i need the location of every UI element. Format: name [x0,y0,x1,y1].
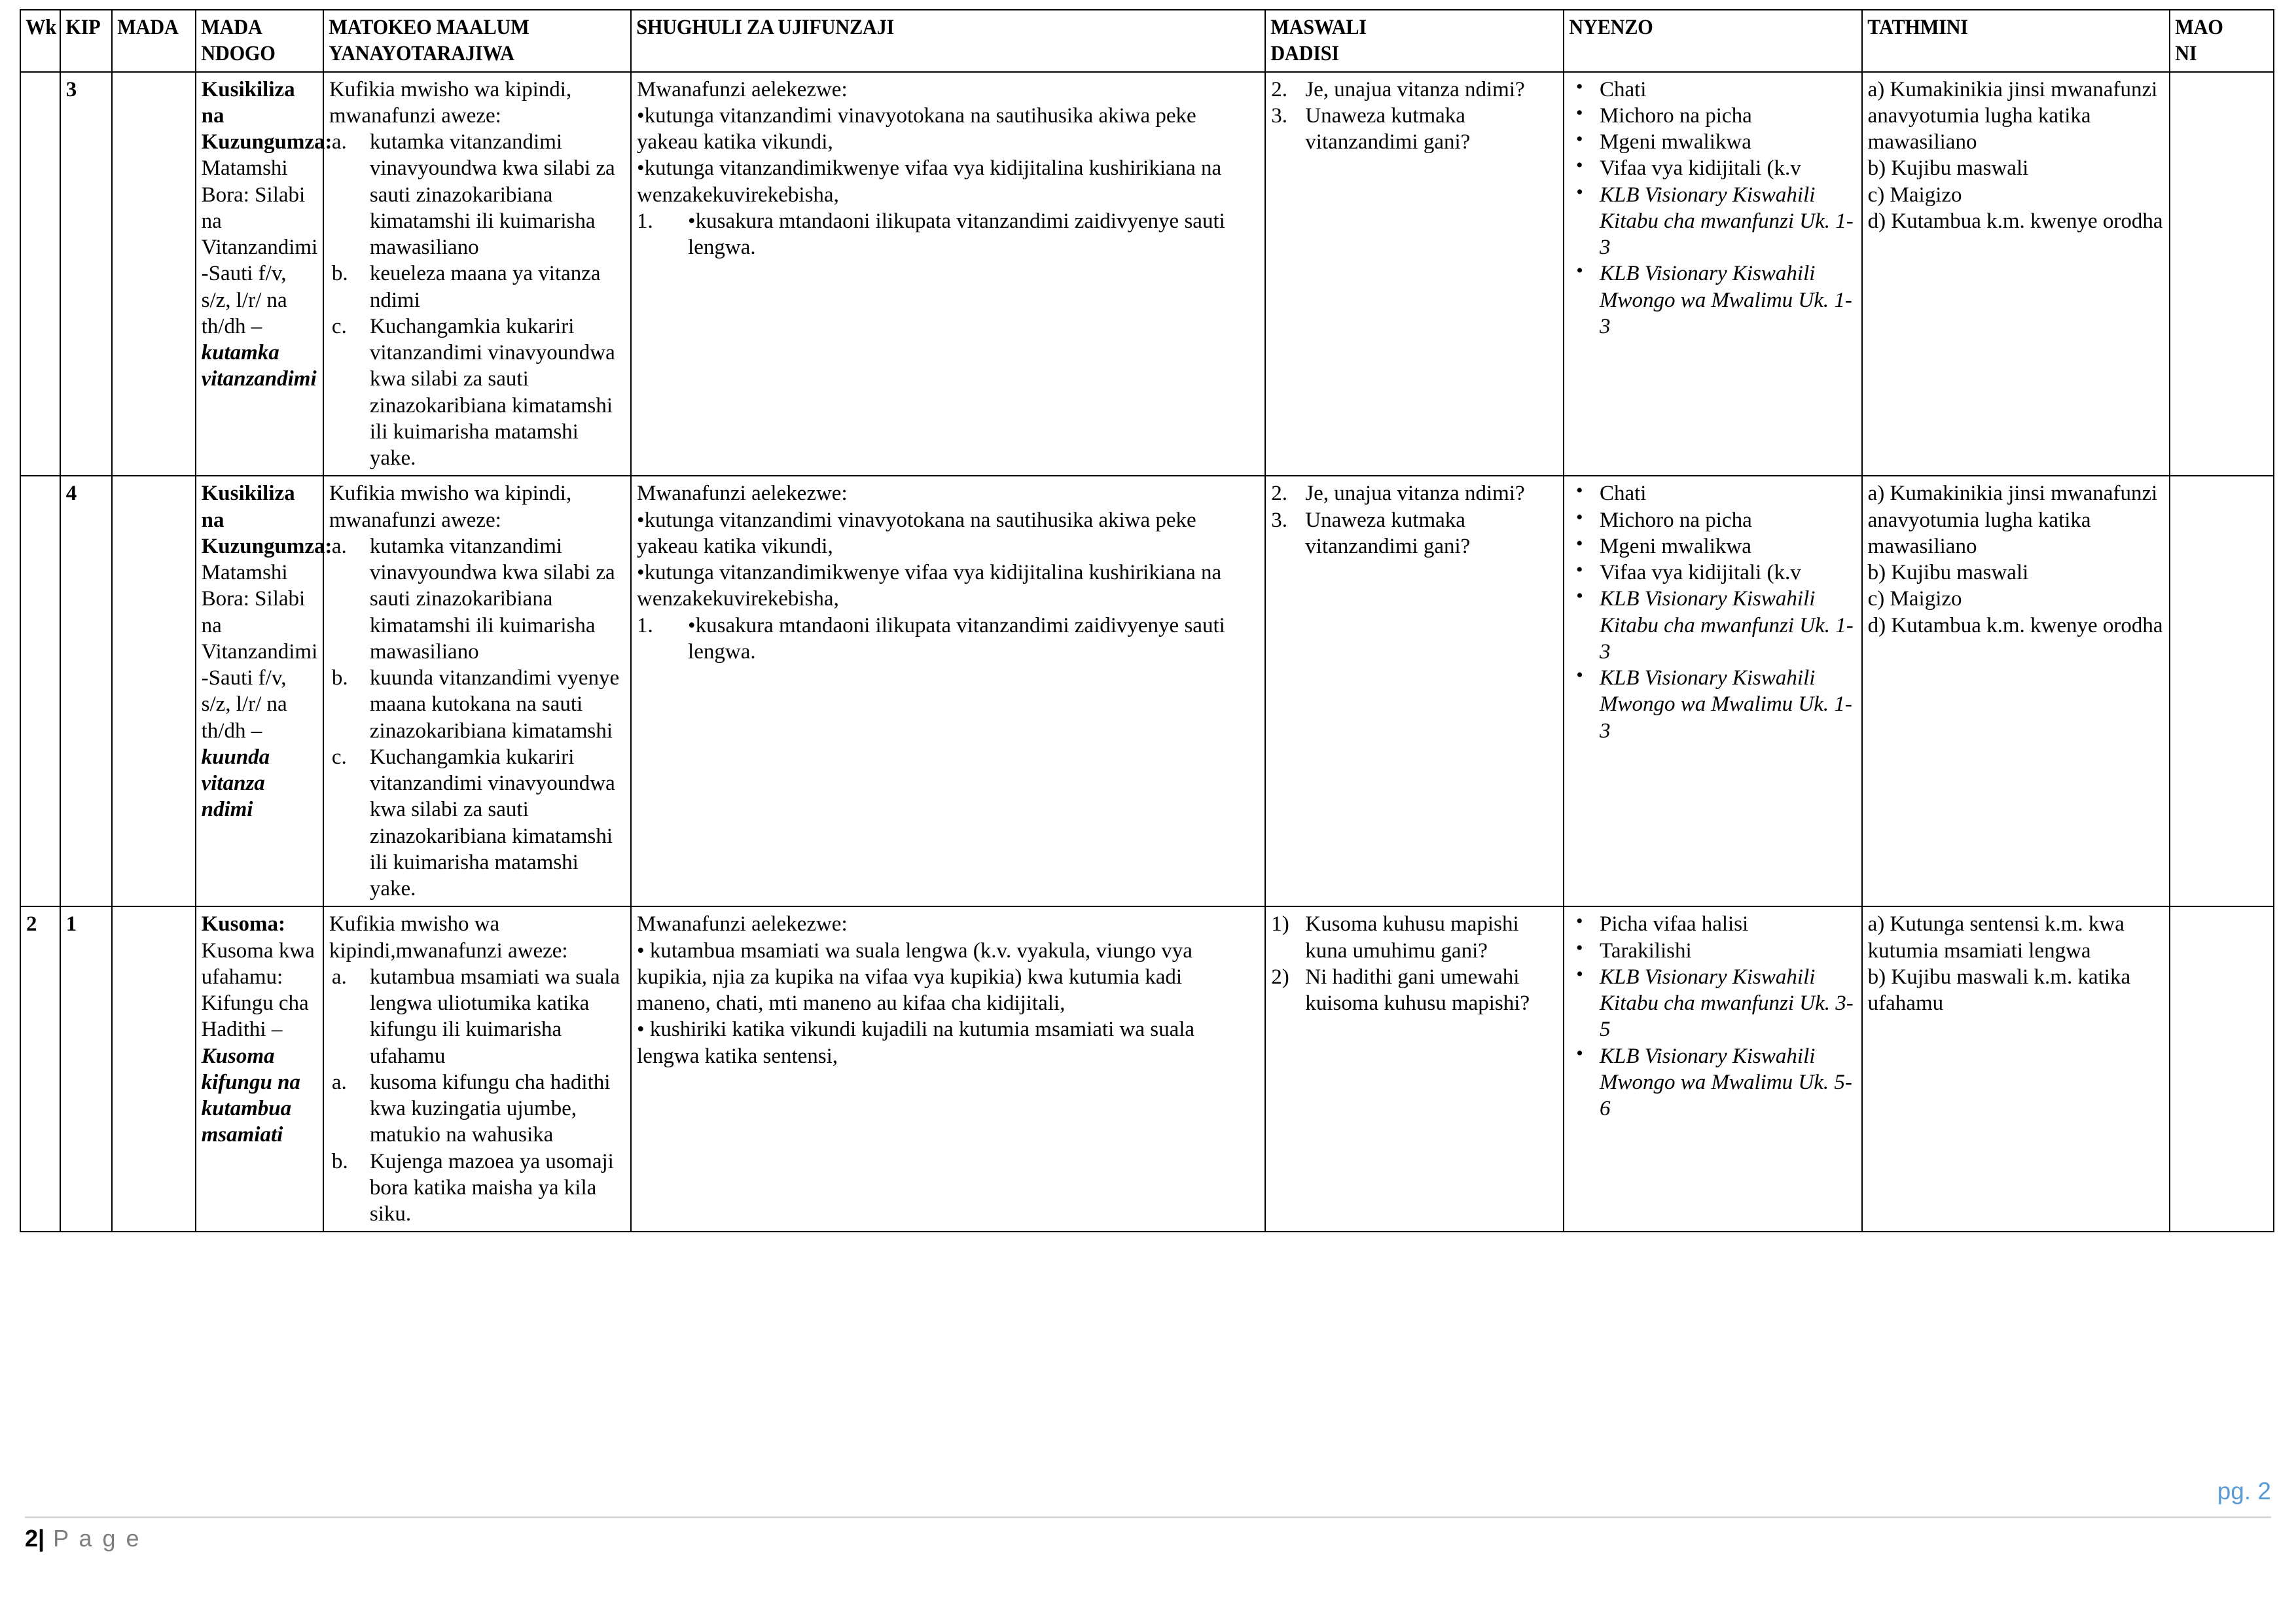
list-marker: 1) [1271,912,1289,936]
tathmini-line: b) Kujibu maswali k.m. katika ufahamu [1867,965,2131,1015]
nyenzo-list-item: • Michoro na picha [1600,507,1856,533]
list-marker: 3. [1271,103,1288,128]
list-marker: a. [331,1070,347,1094]
matokeo-list-item: c. Kuchangamkia kukariri vitanzandimi vinavyoundwa kwa silabi za sauti zinazokaribiana kimatamshi ili kuimarisha matamshi yake. [331,314,615,470]
cell-mada [112,476,195,906]
matokeo-list-item: a. kutambua msamiati wa suala lengwa uliotumika katika kifungu ili kuimarisha ufahamu [331,965,620,1068]
header-label-maoni-line2: NI [2175,42,2197,66]
maswali-list-item: 2. Je, unajua vitanza ndimi? [1271,480,1558,507]
column-header-maswali [1265,10,1539,72]
column-header-maoni [2170,10,2265,72]
cell-week: 2 [20,906,60,1232]
matokeo-list [329,129,625,471]
cell-shughuli [631,906,1265,1232]
cell-matokeo [323,476,631,906]
maswali-list [1271,911,1558,1016]
footer-separator: | [38,1525,45,1552]
footer-page-number: 2 [25,1525,39,1552]
column-header-tathmini [1862,10,2145,72]
header-label-maswali-line1: MASWALI [1270,16,1367,39]
cell-nyenzo [1564,72,1862,476]
cell-maswali [1265,906,1564,1232]
cell-maoni [2170,476,2274,906]
nyenzo-list-item: • Chati [1600,480,1856,507]
cell-maoni [2170,906,2274,1232]
list-marker: c. [331,314,347,338]
matokeo-lead: Kufikia mwisho wa kipindi, mwanafunzi aweze: [329,77,572,128]
nyenzo-list-item: • Vifaa vya kidijitali (k.v [1600,560,1856,586]
list-marker: 3. [1271,508,1288,532]
mada-ndogo-strand: Kusoma: [201,912,285,936]
shughuli-indent-marker: 1. [637,209,653,233]
list-marker: 2) [1271,965,1289,989]
scheme-of-work-table [20,9,2274,1232]
header-label-kip: KIP [65,16,101,39]
cell-kip: 3 [60,72,113,476]
shughuli-line: • kushiriki katika vikundi kujadili na kutumia msamiati wa suala lengwa katika sentensi, [637,1018,1195,1068]
tathmini-line: c) Maigizo [1867,183,1962,207]
tathmini-line: a) Kumakinikia jinsi mwanafunzi anavyotumia lugha katika mawasiliano [1867,77,2158,154]
list-marker: b. [331,1149,348,1173]
nyenzo-list-item: • KLB Visionary Kiswahili Mwongo wa Mwalimu Uk. 1-3 [1600,665,1856,744]
column-header-mada [112,10,188,72]
cell-tathmini [1862,476,2170,906]
header-label-matokeo-line1: MATOKEO MAALUM [329,16,529,39]
matokeo-list-item: a. kutamka vitanzandimi vinavyoundwa kwa silabi za sauti zinazokaribiana kimatamshi ili kuimarisha mawasiliano [331,534,615,664]
cell-mada-ndogo [196,476,332,906]
list-marker: 2. [1271,77,1288,101]
cell-week [20,72,60,476]
footer-divider [25,1516,2271,1518]
maswali-list [1271,480,1558,560]
shughuli-line: •kutunga vitanzandimikwenye vifaa vya kidijitalina kushirikiana na wenzakekuvirekebisha, [637,156,1222,207]
header-label-maoni-line1: MAO [2175,16,2223,39]
nyenzo-list-item: • KLB Visionary Kiswahili Mwongo wa Mwalimu Uk. 1-3 [1600,260,1856,340]
column-header-matokeo [323,10,607,72]
header-label-mada: MADA [117,16,179,39]
cell-maswali [1265,476,1564,906]
list-marker: 2. [1271,482,1288,506]
table-row [20,476,2274,906]
mada-ndogo-sub: Kusoma kwa ufahamu: Kifungu cha Hadithi – [201,938,315,1042]
cell-nyenzo [1564,476,1862,906]
nyenzo-list-item: • Chati [1600,77,1856,103]
matokeo-list-item: a. kutamka vitanzandimi vinavyoundwa kwa silabi za sauti zinazokaribiana kimatamshi ili kuimarisha mawasiliano [331,130,615,259]
cell-mada [112,906,195,1232]
nyenzo-list [1570,480,1856,744]
list-marker: b. [331,666,348,690]
tathmini-line: b) Kujibu maswali [1867,561,2029,584]
shughuli-lead: Mwanafunzi aelekezwe: [637,482,848,506]
matokeo-list-item: b. kuunda vitanzandimi vyenye maana kutokana na sauti zinazokaribiana kimatamshi [331,666,620,743]
cell-tathmini [1862,72,2170,476]
nyenzo-list [1570,77,1856,340]
maswali-list-item: 2. Je, unajua vitanza ndimi? [1271,77,1558,103]
shughuli-lead: Mwanafunzi aelekezwe: [637,77,848,101]
shughuli-indented-line: 1. •kusakura mtandaoni ilikupata vitanzandimi zaidivyenye sauti lengwa. [637,613,1225,664]
maswali-list [1271,77,1558,156]
table-body [20,72,2274,1232]
column-header-mada-ndogo [196,10,314,72]
tathmini-line: a) Kumakinikia jinsi mwanafunzi anavyotumia lugha katika mawasiliano [1867,482,2158,558]
cell-nyenzo [1564,906,1862,1232]
footer-page-word: P a g e [53,1525,141,1552]
matokeo-lead: Kufikia mwisho wa kipindi, mwanafunzi aweze: [329,482,572,532]
nyenzo-list-item: • KLB Visionary Kiswahili Mwongo wa Mwalimu Uk. 5-6 [1600,1043,1856,1122]
cell-mada-ndogo [196,906,323,1232]
nyenzo-list-item: • Picha vifaa halisi [1600,911,1856,937]
table-header-row [20,10,2274,72]
footer-page-marker: pg. 2 [2217,1478,2271,1505]
mada-ndogo-focus: Kusoma kifungu na kutambua msamiati [201,1044,300,1147]
header-label-nyenzo: NYENZO [1569,16,1653,39]
nyenzo-list-item: • KLB Visionary Kiswahili Kitabu cha mwanfunzi Uk. 1-3 [1600,586,1856,665]
header-label-matokeo-line2: YANAYOTARAJIWA [329,42,514,66]
matokeo-list-item: b. keueleza maana ya vitanza ndimi [331,262,601,312]
maswali-list-item: 2) Ni hadithi gani umewahi kuisoma kuhusu mapishi? [1271,965,1530,1015]
tathmini-line: b) Kujibu maswali [1867,156,2029,181]
list-marker: b. [331,262,348,286]
mada-ndogo-sub: Matamshi Bora: Silabi na Vitanzandimi -Sauti f/v, s/z, l/r/ na th/dh – [201,156,318,338]
shughuli-line: • kutambua msamiati wa suala lengwa (k.v. vyakula, viungo vya kupikia, njia za kupika na vifaa vya kupikia) kwa kutumia kadi maneno, chati, mti maneno au kifaa cha kidijitali, [637,938,1193,1015]
cell-kip: 1 [60,906,113,1232]
nyenzo-list-item: • Vifaa vya kidijitali (k.v [1600,155,1856,181]
shughuli-indented-line: 1. •kusakura mtandaoni ilikupata vitanzandimi zaidivyenye sauti lengwa. [637,209,1225,259]
list-marker: a. [331,534,347,558]
nyenzo-list-item: • Mgeni mwalikwa [1600,533,1856,560]
header-label-mada-ndogo: MADA NDOGO [200,16,276,66]
cell-shughuli [631,72,1265,476]
cell-kip: 4 [60,476,113,906]
matokeo-lead: Kufikia mwisho wa kipindi,mwanafunzi aweze: [329,912,568,963]
list-marker: c. [331,745,347,769]
matokeo-list [329,533,625,902]
header-label-wk: Wk [26,16,56,39]
maswali-list-item: 3. Unaweza kutmaka vitanzandimi gani? [1271,508,1471,558]
nyenzo-list-item: • KLB Visionary Kiswahili Kitabu cha mwanfunzi Uk. 1-3 [1600,182,1856,261]
list-marker: a. [331,965,347,989]
maswali-list-item: 3. Unaweza kutmaka vitanzandimi gani? [1271,103,1471,154]
matokeo-list [329,964,625,1228]
column-header-kip [60,10,108,72]
shughuli-line: •kutunga vitanzandimi vinavyotokana na sautihusika akiwa peke yakeau katika vikundi, [637,103,1196,154]
column-header-shughuli [631,10,1215,72]
cell-shughuli [631,476,1265,906]
shughuli-indent-marker: 1. [637,613,653,637]
nyenzo-list [1570,911,1856,1122]
tathmini-line: d) Kutambua k.m. kwenye orodha [1867,209,2163,233]
tathmini-line: c) Maigizo [1867,587,1962,611]
nyenzo-list-item: • KLB Visionary Kiswahili Kitabu cha mwanfunzi Uk. 3-5 [1600,964,1856,1043]
mada-ndogo-strand: Kusikiliza na Kuzungumza: [201,482,332,558]
cell-week [20,476,60,906]
matokeo-list-item: b. Kujenga mazoea ya usomaji bora katika maisha ya kila siku. [331,1149,614,1226]
mada-ndogo-sub: Matamshi Bora: Silabi na Vitanzandimi -Sauti f/v, s/z, l/r/ na th/dh – [201,561,318,743]
footer-page-indicator [25,1525,141,1552]
cell-maoni [2170,72,2274,476]
header-label-maswali-line2: DADISI [1270,42,1340,66]
shughuli-line: •kutunga vitanzandimikwenye vifaa vya kidijitalina kushirikiana na wenzakekuvirekebisha, [637,561,1222,611]
cell-matokeo [323,72,631,476]
cell-matokeo [323,906,631,1232]
nyenzo-list-item: • Mgeni mwalikwa [1600,129,1856,155]
mada-ndogo-focus: kutamka vitanzandimi [201,341,317,391]
cell-tathmini [1862,906,2170,1232]
mada-ndogo-focus: kuunda vitanza ndimi [201,745,270,822]
mada-ndogo-strand: Kusikiliza na Kuzungumza: [201,77,332,154]
cell-maswali [1265,72,1564,476]
tathmini-line: a) Kutunga sentensi k.m. kwa kutumia msamiati lengwa [1867,912,2125,963]
header-label-tathmini: TATHMINI [1867,16,1968,39]
column-header-nyenzo [1564,10,1838,72]
tathmini-line: d) Kutambua k.m. kwenye orodha [1867,613,2163,637]
nyenzo-list-item: • Tarakilishi [1600,938,1856,964]
table-row [20,906,2274,1232]
matokeo-list-item: c. Kuchangamkia kukariri vitanzandimi vinavyoundwa kwa silabi za sauti zinazokaribiana kimatamshi ili kuimarisha matamshi yake. [331,745,615,901]
nyenzo-list-item: • Michoro na picha [1600,103,1856,129]
cell-mada-ndogo [196,72,332,476]
table-row [20,72,2274,476]
header-label-shughuli: SHUGHULI ZA UJIFUNZAJI [636,16,895,39]
column-header-wk [20,10,57,72]
cell-mada [112,72,195,476]
maswali-list-item: 1) Kusoma kuhusu mapishi kuna umuhimu gani? [1271,912,1519,963]
matokeo-list-item: a. kusoma kifungu cha hadithi kwa kuzingatia ujumbe, matukio na wahusika [331,1070,611,1147]
shughuli-line: •kutunga vitanzandimi vinavyotokana na sautihusika akiwa peke yakeau katika vikundi, [637,508,1196,558]
shughuli-lead: Mwanafunzi aelekezwe: [637,912,848,936]
list-marker: a. [331,130,347,154]
